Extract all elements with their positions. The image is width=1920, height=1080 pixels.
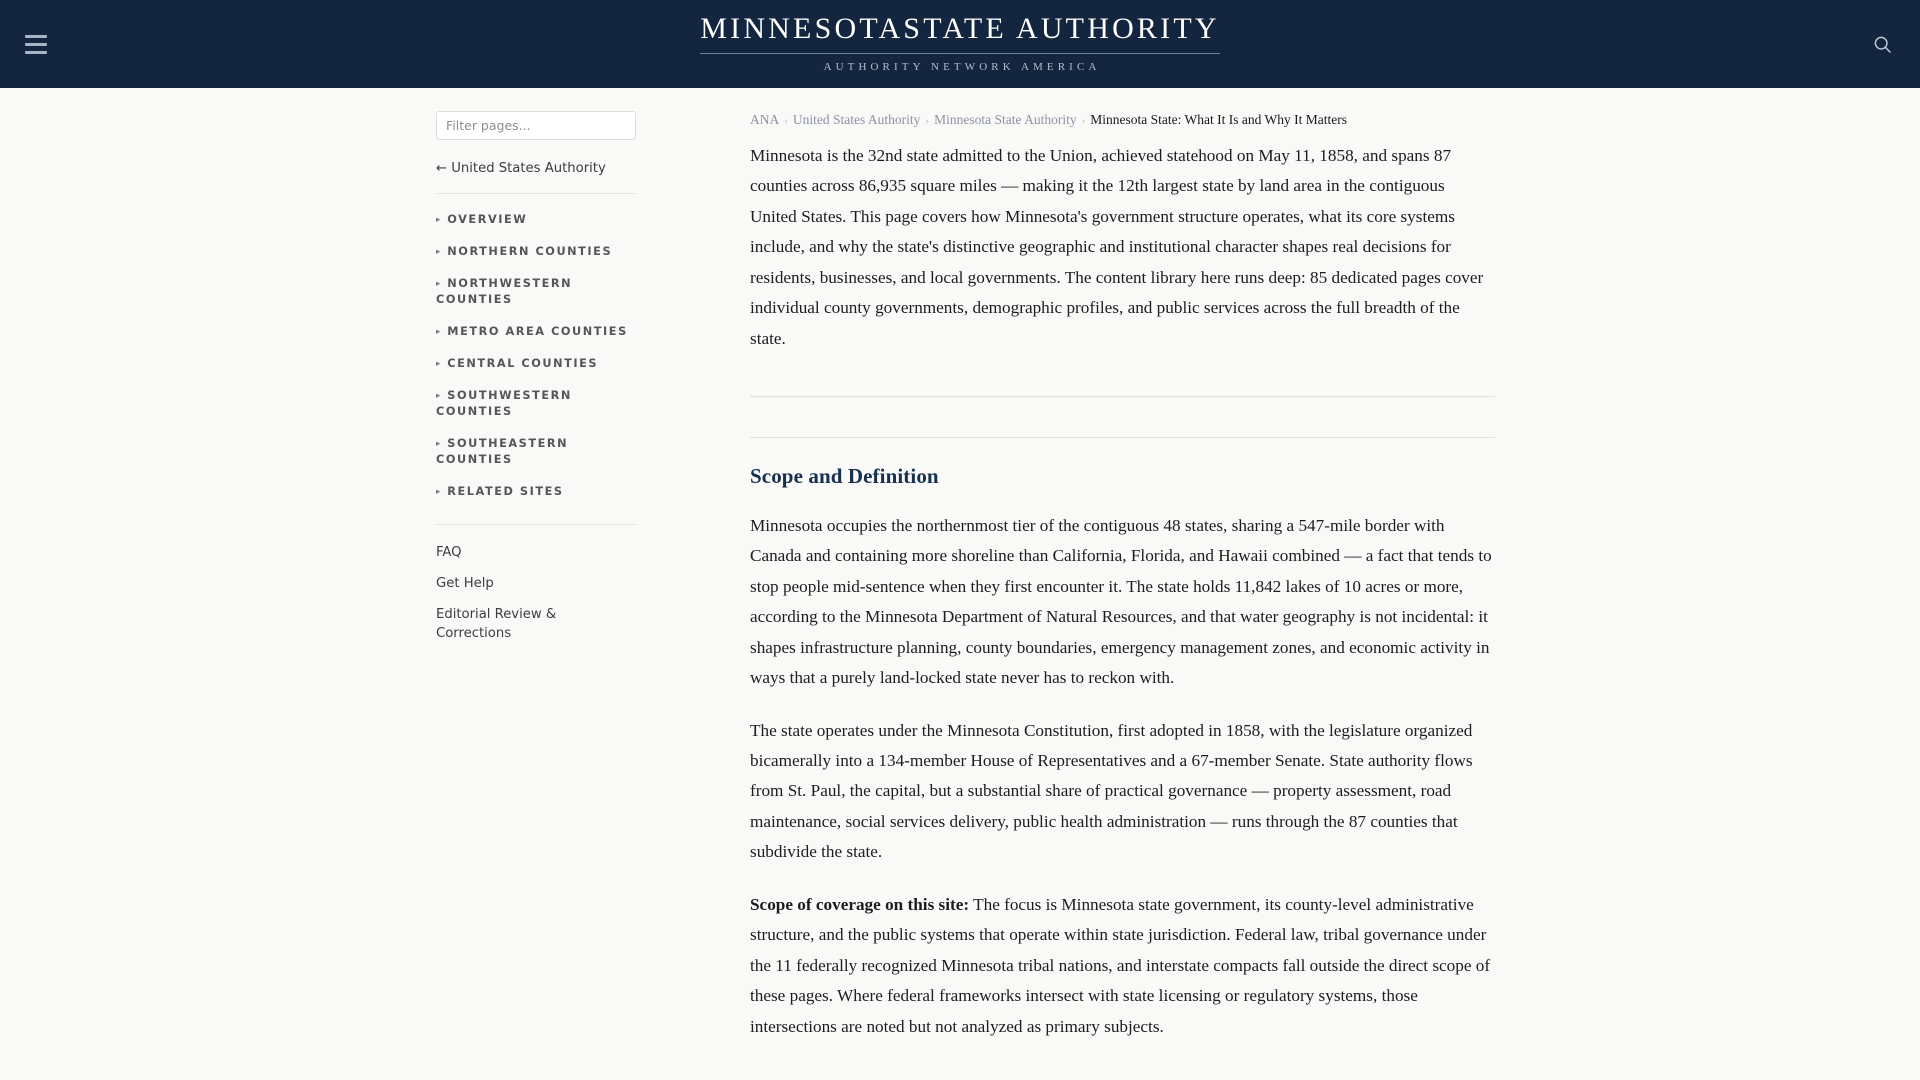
hamburger-menu-icon[interactable] (14, 22, 58, 66)
scope-paragraph-2: The state operates under the Minnesota Constitution, first adopted in 1858, with the legislature organized bicamerally into a 134-member House of Representatives and a 67-member Senate. State authority flows from St. Paul, the capital, but a substantial share of practical governance — property assessment, road maintenance, social services delivery, public health administration — runs through the 87 counties that subdivide the state. (750, 720, 1473, 862)
page-body (0, 88, 1920, 1080)
page-lede-paragraph: Minnesota is the 32nd state admitted to the Union, achieved statehood on May 11, 1858, and spans 87 counties across 86,935 square miles — making it the 12th largest state by land area in the contiguous United States. This page covers how Minnesota's government structure operates, what its core systems include, and why the state's distinctive geographic and institutional character shapes real decisions for residents, businesses, and local governments. The content library here runs deep: 85 dedicated pages cover individual county governments, demographic profiles, and public services across the full breadth of the state. (750, 145, 1484, 348)
divider-gap (750, 397, 1495, 437)
scope-coverage-label: Scope of coverage on this site: (750, 894, 970, 914)
filter-pages-input[interactable] (436, 111, 636, 140)
scope-paragraph-3 (750, 890, 1495, 1042)
sidebar-label: SOUTHEASTERN COUNTIES (436, 437, 569, 467)
hamburger-bar (25, 43, 47, 46)
hamburger-bar (25, 51, 47, 54)
scope-coverage-text: The focus is Minnesota state government, its county-level administrative structure, and the public systems that operate within state jurisdiction. Federal law, tribal governance under the 11 federally recognized Minnesota tribal nations, and interstate compacts fall outside the direct scope of these pages. Where federal frameworks intersect with state licensing or regulatory systems, those intersections are noted but not analyzed as primary subjects. (750, 894, 1491, 1036)
breadcrumb-separator: › (784, 115, 788, 127)
sidebar-label: SOUTHWESTERN COUNTIES (436, 389, 572, 419)
chevron-right-icon: ▸ (436, 486, 441, 497)
sidebar-item-northern-counties (425, 236, 645, 268)
hamburger-bar (25, 35, 47, 38)
breadcrumb-separator: › (925, 115, 930, 127)
list-item (425, 569, 645, 600)
sidebar-item-northwestern-counties (425, 268, 645, 316)
sidebar (425, 111, 645, 649)
sidebar-link-southwestern-counties[interactable] (425, 380, 645, 428)
main-content (750, 111, 1495, 1080)
sidebar-label: NORTHERN COUNTIES (447, 245, 613, 259)
list-item (425, 600, 645, 649)
chevron-right-icon: ▸ (436, 246, 441, 257)
sidebar-nav (425, 204, 645, 508)
sidebar-divider-secondary (436, 524, 636, 525)
sidebar-link-related-sites[interactable] (425, 476, 645, 508)
scope-paragraph-1: Minnesota occupies the northernmost tier of the contiguous 48 states, sharing a 547-mile border with Canada and containing more shoreline than California, Florida, and Hawaii combined — a fact that tends to stop people mid-sentence when they first encounter it. The state holds 11,842 lakes of 10 acres or more, according to the Minnesota Department of Natural Resources, and that water geography is not incidental: it shapes infrastructure planning, county boundaries, emergency management zones, and economic activity in ways that a purely land-locked state never has to reckon with. (750, 515, 1492, 688)
breadcrumb-separator: › (1081, 115, 1086, 127)
sidebar-label: NORTHWESTERN COUNTIES (436, 277, 573, 307)
sidebar-link-southeastern-counties[interactable] (425, 428, 645, 476)
site-brand[interactable] (700, 11, 1220, 75)
sidebar-item-southwestern-counties (425, 380, 645, 428)
sidebar-link-central-counties[interactable] (425, 348, 645, 380)
sidebar-item-central-counties (425, 348, 645, 380)
sidebar-item-metro-area-counties (425, 316, 645, 348)
search-icon[interactable] (1862, 24, 1902, 64)
chevron-right-icon: ▸ (436, 390, 441, 401)
chevron-right-icon: ▸ (436, 438, 441, 449)
search-glyph (1873, 35, 1892, 54)
site-title: MINNESOTASTATE AUTHORITY (700, 14, 1219, 54)
breadcrumb-item-ana[interactable]: ANA (750, 112, 780, 127)
sidebar-link-northern-counties[interactable] (425, 236, 645, 268)
chevron-right-icon: ▸ (436, 278, 441, 289)
sidebar-item-overview (425, 204, 645, 236)
breadcrumb (750, 111, 1495, 130)
sidebar-link-get-help[interactable]: Get Help (436, 576, 494, 592)
sidebar-label: OVERVIEW (447, 213, 528, 226)
section-divider-top (750, 396, 1495, 438)
breadcrumb-item-minnesota-state-authority[interactable]: Minnesota State Authority (934, 112, 1077, 127)
site-header (0, 0, 1920, 88)
sidebar-link-faq[interactable]: FAQ (436, 545, 462, 561)
breadcrumb-item-current: Minnesota State: What It Is and Why It Matters (1090, 112, 1347, 127)
sidebar-link-editorial-review[interactable]: Editorial Review & Corrections (436, 606, 557, 641)
chevron-right-icon: ▸ (436, 326, 441, 337)
sidebar-label: METRO AREA COUNTIES (447, 325, 628, 339)
sidebar-item-southeastern-counties (425, 428, 645, 476)
horizontal-rule (750, 437, 1495, 438)
sidebar-link-metro-area-counties[interactable] (425, 316, 645, 348)
chevron-right-icon: ▸ (436, 358, 441, 369)
sidebar-divider (436, 193, 636, 194)
sidebar-item-related-sites (425, 476, 645, 508)
sidebar-link-overview[interactable] (425, 204, 645, 236)
list-item (425, 538, 645, 569)
sidebar-utility-nav (425, 538, 645, 649)
back-to-parent-link[interactable]: ← United States Authority (436, 161, 606, 176)
site-subtitle: AUTHORITY NETWORK AMERICA (823, 60, 1101, 73)
sidebar-label: CENTRAL COUNTIES (447, 357, 599, 371)
section-heading-scope-and-definition: Scope and Definition (750, 463, 939, 488)
chevron-right-icon: ▸ (436, 214, 441, 225)
sidebar-label: RELATED SITES (447, 485, 564, 499)
sidebar-link-northwestern-counties[interactable] (425, 268, 645, 316)
breadcrumb-item-united-states-authority[interactable]: United States Authority (792, 112, 921, 127)
